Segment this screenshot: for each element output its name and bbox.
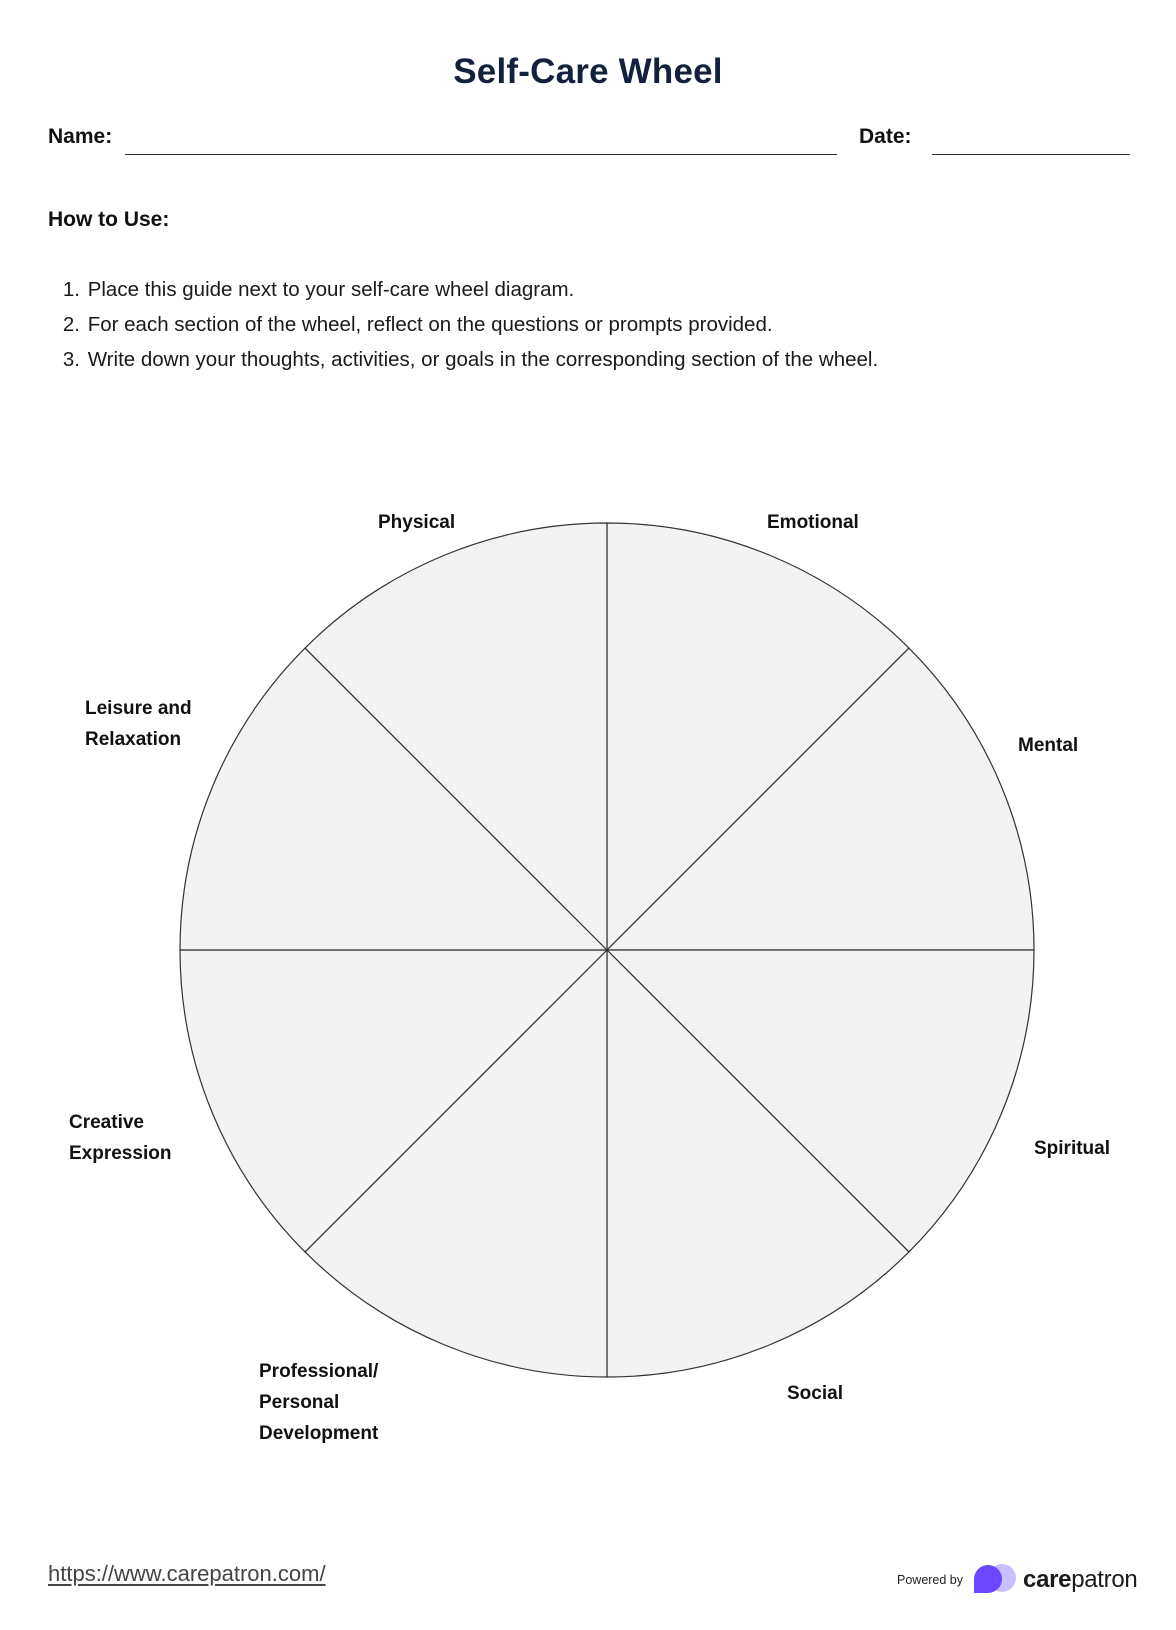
label-mental: Mental xyxy=(1018,735,1079,756)
label-emotional: Emotional xyxy=(767,512,859,533)
label-spiritual: Spiritual xyxy=(1034,1138,1111,1159)
powered-by-text: Powered by xyxy=(897,1573,964,1587)
name-label: Name: xyxy=(48,125,113,148)
label-physical: Physical xyxy=(378,512,456,533)
date-label: Date: xyxy=(859,125,912,148)
carepatron-link[interactable]: https://www.carepatron.com/ xyxy=(48,1561,326,1586)
wheel-segments xyxy=(180,523,1034,1377)
label-social: Social xyxy=(787,1383,843,1404)
label-leisure-relaxation: Leisure and Relaxation xyxy=(85,698,192,750)
carepatron-brand[interactable] xyxy=(897,1563,1137,1597)
instruction-step: 1. Place this guide next to your self-care wheel diagram. xyxy=(62,278,575,301)
document-title: Self-Care Wheel xyxy=(453,52,723,91)
instruction-step: 2. For each section of the wheel, reflect on the questions or prompts provided. xyxy=(62,313,773,336)
instruction-step: 3. Write down your thoughts, activities, or goals in the corresponding section of the wheel. xyxy=(62,348,879,371)
brand-name: carepatron xyxy=(1023,1566,1138,1593)
label-professional-development: Professional/ Personal Development xyxy=(259,1361,379,1444)
how-to-use-heading: How to Use: xyxy=(48,208,170,231)
carepatron-logo-icon xyxy=(971,1563,1019,1597)
label-creative-expression: Creative Expression xyxy=(69,1112,172,1164)
